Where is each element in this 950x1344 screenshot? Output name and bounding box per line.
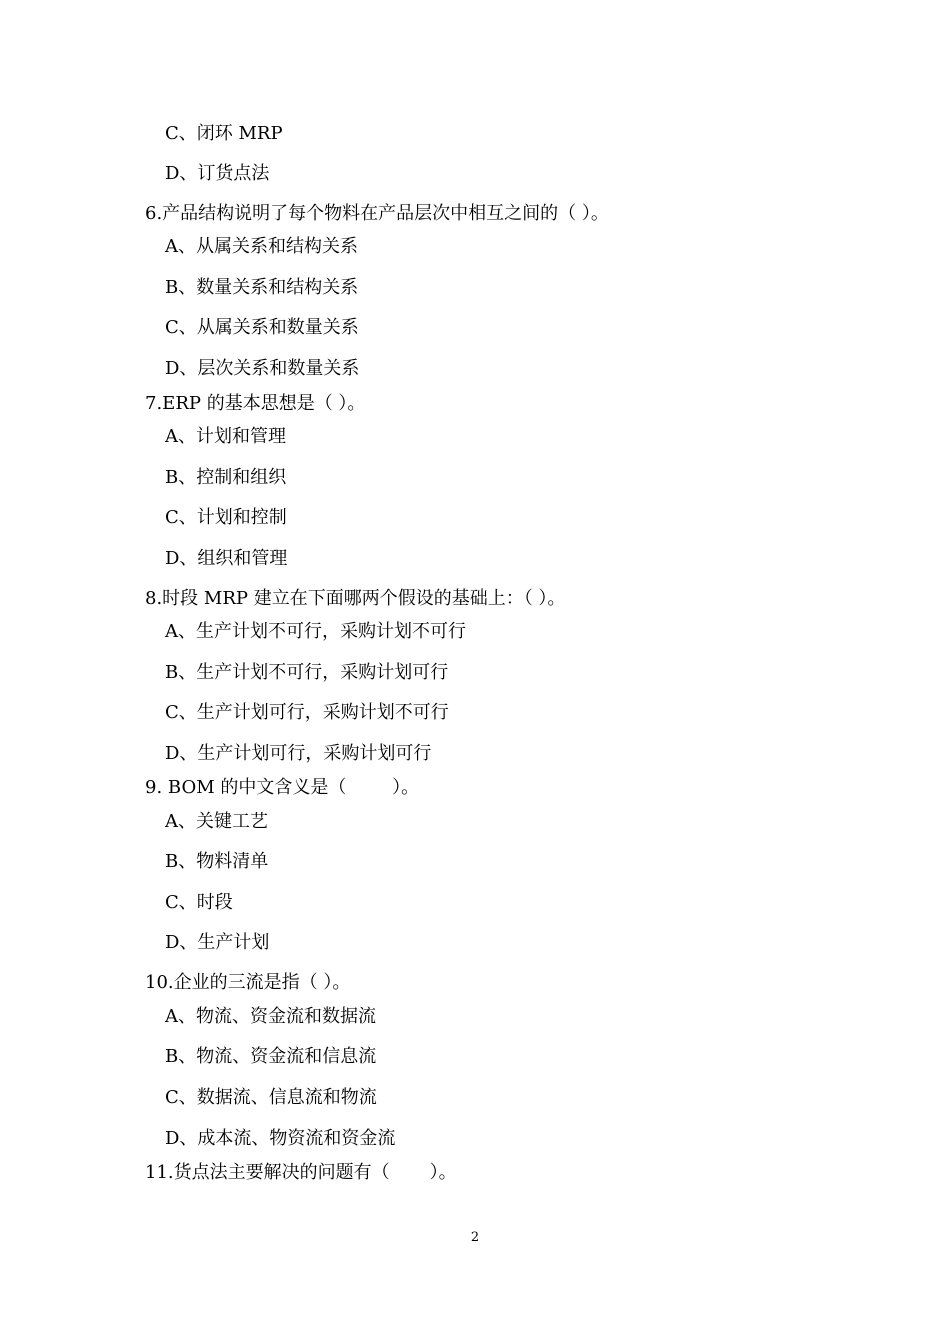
option-line: D、层次关系和数量关系 xyxy=(165,358,360,379)
option-line: B、物流、资金流和信息流 xyxy=(165,1046,377,1067)
option-line: C、生产计划可行，采购计划不可行 xyxy=(165,702,449,723)
option-line: D、订货点法 xyxy=(165,163,270,184)
question-line: 6.产品结构说明了每个物料在产品层次中相互之间的（ ）。 xyxy=(145,203,609,224)
option-line: D、组织和管理 xyxy=(165,548,288,569)
option-line: C、闭环 MRP xyxy=(165,123,283,144)
question-line: 11.货点法主要解决的问题有（ ）。 xyxy=(145,1162,457,1183)
option-line: D、生产计划 xyxy=(165,932,270,953)
option-line: A、生产计划不可行，采购计划不可行 xyxy=(165,621,466,642)
option-line: C、计划和控制 xyxy=(165,507,287,528)
option-line: B、物料清单 xyxy=(165,851,269,872)
page-number: 2 xyxy=(470,1230,480,1245)
option-line: C、从属关系和数量关系 xyxy=(165,317,359,338)
question-line: 9. BOM 的中文含义是（ ）。 xyxy=(145,777,420,798)
option-line: D、生产计划可行，采购计划可行 xyxy=(165,743,432,764)
option-line: C、数据流、信息流和物流 xyxy=(165,1087,377,1108)
option-line: D、成本流、物资流和资金流 xyxy=(165,1128,396,1149)
option-line: B、数量关系和结构关系 xyxy=(165,277,359,298)
question-line: 8.时段 MRP 建立在下面哪两个假设的基础上：（ ）。 xyxy=(145,588,566,609)
option-line: A、物流、资金流和数据流 xyxy=(165,1006,376,1027)
question-line: 10.企业的三流是指（ ）。 xyxy=(145,972,351,993)
option-line: A、从属关系和结构关系 xyxy=(165,236,358,257)
option-line: C、时段 xyxy=(165,892,233,913)
option-line: B、控制和组织 xyxy=(165,467,287,488)
option-line: B、生产计划不可行，采购计划可行 xyxy=(165,662,449,683)
option-line: A、关键工艺 xyxy=(165,811,268,832)
option-line: A、计划和管理 xyxy=(165,426,286,447)
question-line: 7.ERP 的基本思想是（ ）。 xyxy=(145,393,366,414)
